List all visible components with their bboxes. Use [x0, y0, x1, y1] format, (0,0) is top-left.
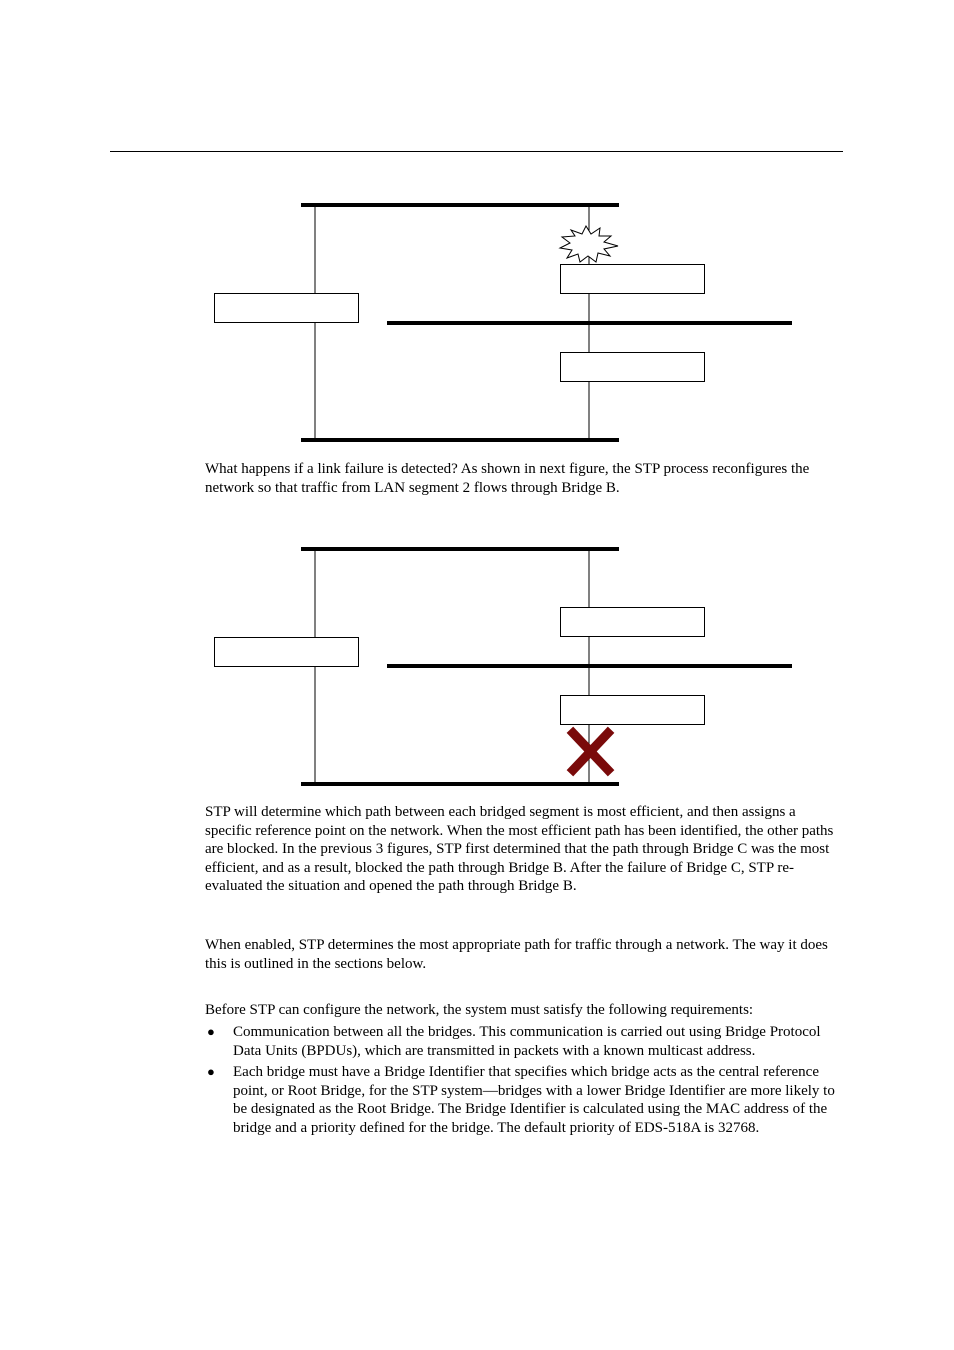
bridge-box-right-top	[561, 608, 705, 637]
list-item	[205, 1023, 845, 1060]
burst-icon	[560, 226, 618, 262]
bridge-box-left	[215, 638, 359, 667]
bullet-icon: ●	[207, 1064, 215, 1079]
bridge-box-left	[215, 294, 359, 323]
list-item-text: Communication between all the bridges. This communication is carried out using Bridge Protocol Data Units (BPDUs), which are transmitted in packets with a known multicast address.	[233, 1024, 821, 1059]
bridge-box-right-bottom	[561, 696, 705, 725]
paragraph-requirements-intro: Before STP can configure the network, the system must satisfy the following requirements:	[205, 1002, 754, 1018]
bridge-box-right-bottom	[561, 353, 705, 382]
list-item-text: Each bridge must have a Bridge Identifier that specifies which bridge acts as the central reference point, or Root Bridge, for the STP system—bridges with a lower Bridge Identifier are more likely to be designated as the Root Bridge. The Bridge Identifier is calculated using the MAC address of the bridge and a priority defined for the bridge. The default priority of EDS-518A is 32768.	[233, 1064, 835, 1136]
list-item	[205, 1063, 845, 1137]
bullet-icon: ●	[207, 1024, 215, 1039]
red-x-icon	[573, 733, 608, 770]
header-rule	[110, 151, 843, 152]
paragraph-link-failure: What happens if a link failure is detected? As shown in next figure, the STP process reconfigures the network so that traffic from LAN segment 2 flows through Bridge B.	[205, 461, 810, 496]
stp-diagram-reconfigured	[0, 534, 954, 794]
requirements-list	[205, 1023, 845, 1140]
paragraph-determine-path: STP will determine which path between each bridged segment is most efficient, and then assigns a specific reference point on the network. When the most efficient path has been identified, the other paths are blocked. In the previous 3 figures, STP first determined that the path through Bridge C was the most efficient, and as a result, blocked the path through Bridge B. After the failure of Bridge C, STP re-evaluated the situation and opened the path through Bridge B.	[205, 804, 834, 894]
bridge-box-right-top	[561, 265, 705, 294]
paragraph-when-enabled: When enabled, STP determines the most appropriate path for traffic through a network. The way it does this is outlined in the sections below.	[205, 937, 828, 972]
stp-diagram-link-failure	[0, 190, 954, 450]
